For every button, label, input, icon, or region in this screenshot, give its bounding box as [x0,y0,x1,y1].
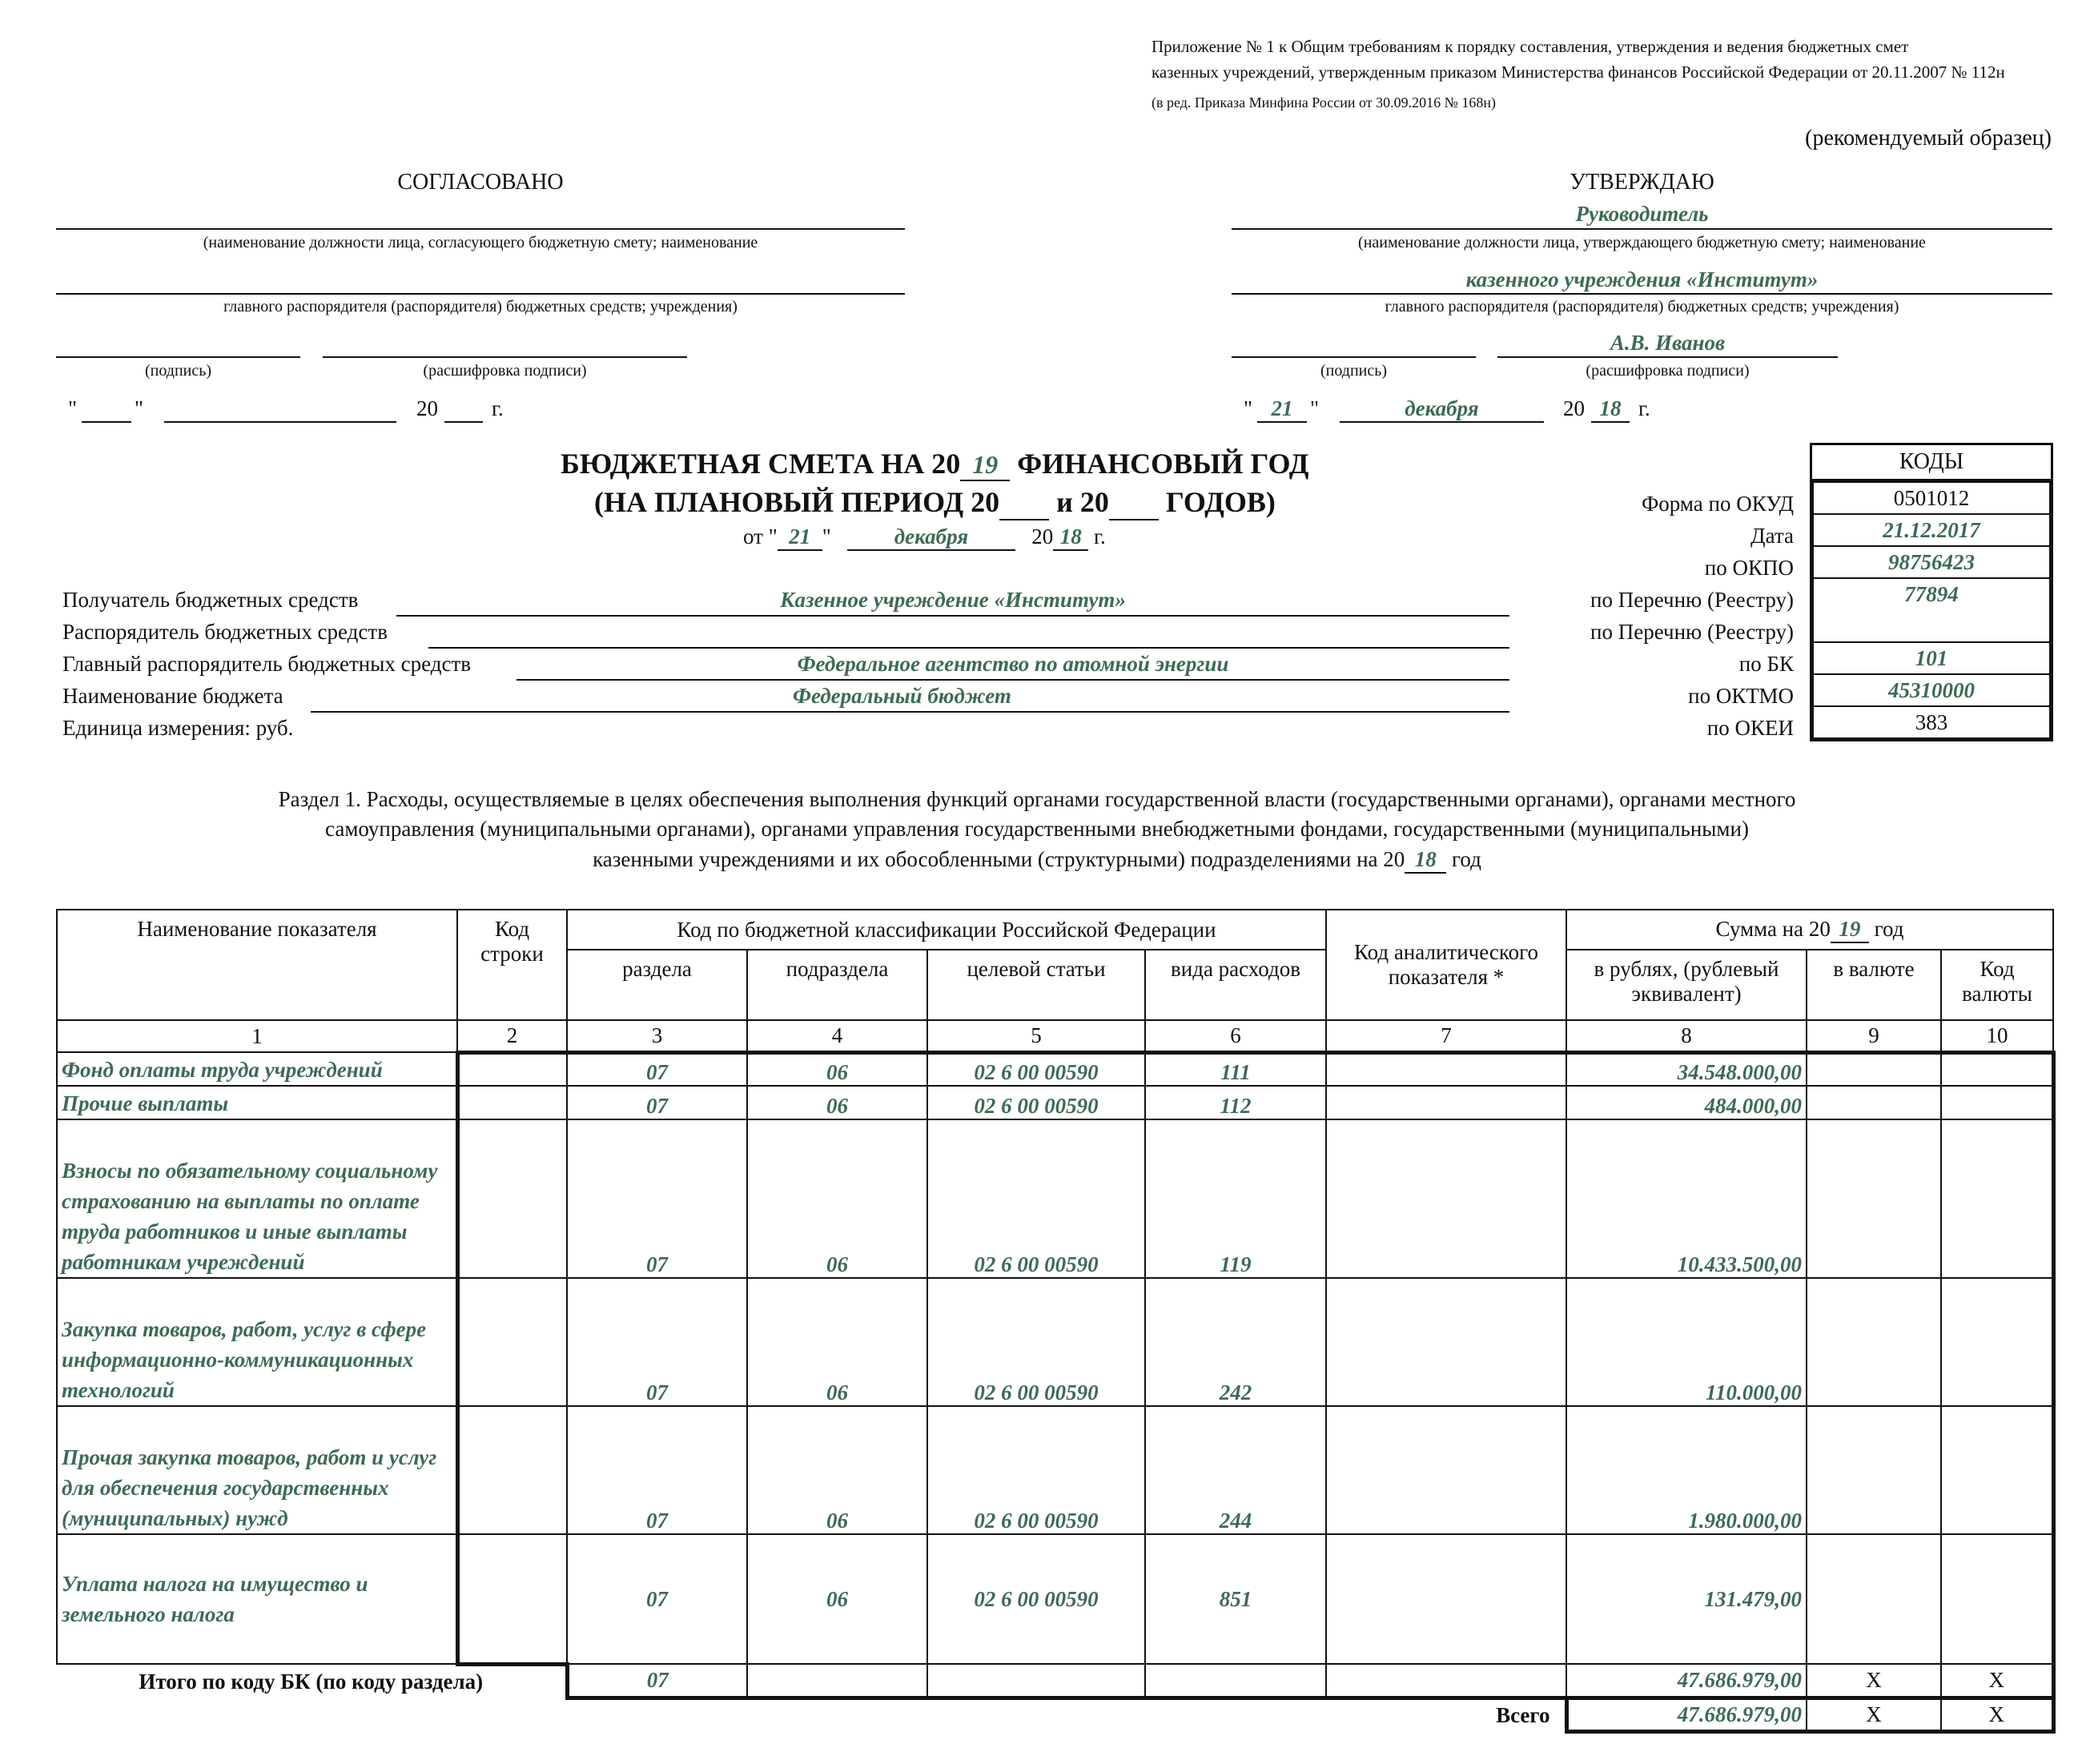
approve-year-prefix: 20 [1563,396,1585,420]
row-vid: 851 [1145,1534,1326,1664]
row-name: Прочие выплаты [57,1086,457,1119]
agreed-quote-open: " [68,396,78,420]
row-val[interactable] [1807,1278,1941,1406]
table-row [57,1052,2053,1086]
row-sum: 131.479,00 [1566,1534,1807,1664]
row-razdel: 07 [567,1278,747,1406]
grand-total-x-valcode: X [1941,1698,2053,1731]
codes-label-registry-1: по Перечню (Реестру) [1590,588,1794,612]
total-bk-razdel: 07 [567,1664,747,1698]
th-podrazdel: подраздела [747,950,927,1020]
section-line-1: Раздел 1. Расходы, осуществляемые в целях обеспечения выполнения функций органами государственной власти (государственными органами), органами местного [278,787,1796,811]
plan-year-1-line[interactable] [999,485,1049,520]
appendix-line-1: Приложение № 1 к Общим требованиям к порядку составления, утверждения и ведения бюджетных смет [1152,37,1909,56]
row-podrazdel: 06 [747,1278,927,1406]
th-valcode: Код валюты [1941,950,2053,1020]
approve-quote-open: " [1244,396,1253,420]
grand-total-label: Всего [1496,1702,1550,1727]
recommended-sample: (рекомендуемый образец) [1805,126,2052,151]
title-date-day: 21 [778,524,822,551]
row-razdel: 07 [567,1086,747,1119]
approve-caption-1: (наименование должности лица, утверждающего бюджетную смету; наименование [1358,234,1926,251]
row-valcode[interactable] [1941,1534,2053,1664]
colnum-8: 8 [1566,1020,1807,1052]
section-line-2: самоуправления (муниципальными органами), органами управления государственными внебюджетными фондами, государственными (муниципальными) [325,817,1749,841]
row-vid: 242 [1145,1278,1326,1406]
row-sum: 110.000,00 [1566,1278,1807,1406]
agreed-caption-1: (наименование должности лица, согласующего бюджетную смету; наименование [203,234,758,251]
agreed-month-line[interactable] [164,421,396,423]
code-okud: 0501012 [1814,483,2049,515]
section-line-3: казенными учреждениями и их обособленными (структурными) подразделениями на 20 18 год [0,847,2074,874]
row-val[interactable] [1807,1406,1941,1534]
agreed-year-prefix: 20 [416,396,438,420]
grand-total-sum: 47.686.979,00 [1566,1698,1807,1731]
approve-name: А.В. Иванов [1610,331,1726,355]
row-sum: 1.980.000,00 [1566,1406,1807,1534]
agreed-day-line[interactable] [82,421,131,423]
row-podrazdel: 06 [747,1406,927,1534]
codes-label-bk: по БК [1738,652,1794,676]
agreed-sign-caption: (подпись) [144,362,212,380]
code-registry [1814,579,2049,643]
agreed-decode-caption: (расшифровка подписи) [423,362,587,380]
table-row [57,1406,2053,1534]
approve-org: казенного учреждения «Институт» [1465,267,1819,291]
table-row [57,1278,2053,1406]
th-sum-year: 19 [1831,917,1869,943]
total-bk-empty[interactable] [1145,1664,1326,1698]
th-name: Наименование показателя [57,910,457,1020]
code-okei: 383 [1915,710,1948,734]
agreed-caption-2: главного распорядителя (распорядителя) бюджетных средств; учреждения) [223,298,738,315]
approve-sign-line[interactable] [1232,356,1476,358]
budget-label: Наименование бюджета [62,684,283,708]
codes-label-oktmo: по ОКТМО [1688,684,1794,708]
colnum-5: 5 [927,1020,1145,1052]
title-year: 19 [960,450,1010,481]
agreed-position-line[interactable] [56,228,905,230]
row-analytic[interactable] [1326,1278,1566,1406]
agreed-org-line[interactable] [56,293,905,295]
approve-decode-line[interactable] [1497,356,1838,358]
agreed-quote-close: " [135,396,144,420]
row-val[interactable] [1807,1534,1941,1664]
total-bk-empty[interactable] [927,1664,1145,1698]
approve-year-suffix: г. [1638,396,1650,420]
recipient-label: Получатель бюджетных средств [62,588,359,612]
codes-box [1810,443,2053,741]
agreed-decode-line[interactable] [323,356,687,358]
title-prefix: БЮДЖЕТНАЯ СМЕТА НА 20 [561,448,961,480]
total-bk-x-val: X [1807,1664,1941,1698]
row-vid: 119 [1145,1119,1326,1278]
row-vid: 244 [1145,1406,1326,1534]
approve-position: Руководитель [1575,202,1709,226]
row-name: Закупка товаров, работ, услуг в сфере информационно-коммуникационных технологий [57,1278,457,1406]
table-row [57,1534,2053,1664]
manager-label: Распорядитель бюджетных средств [62,620,388,644]
row-target: 02 6 00 00590 [927,1534,1145,1664]
th-val: в валюте [1807,950,1941,1020]
unit-label: Единица измерения: руб. [62,716,294,740]
total-bk-x-valcode: X [1941,1664,2053,1698]
row-valcode[interactable] [1941,1406,2053,1534]
approve-year: 18 [1599,396,1622,420]
row-target: 02 6 00 00590 [927,1278,1145,1406]
agreed-title: СОГЛАСОВАНО [397,170,564,195]
table-row [57,1119,2053,1278]
codes-values [1810,479,2053,741]
total-bk-empty[interactable] [747,1664,927,1698]
approve-month: декабря [1405,396,1479,420]
row-val[interactable] [1807,1052,1941,1086]
title-date-month: декабря [847,524,1015,551]
title-line-1 [561,447,1309,481]
total-bk-row [57,1664,2053,1698]
main-manager-label: Главный распорядитель бюджетных средств [62,652,471,676]
manager-line[interactable] [428,647,1509,649]
th-bk: Код по бюджетной классификации Российской Федерации [567,910,1326,950]
row-podrazdel: 06 [747,1086,927,1119]
codes-label-okei: по ОКЕИ [1706,716,1794,740]
approve-position-line[interactable] [1232,228,2052,230]
row-sum: 34.548.000,00 [1566,1052,1807,1086]
row-razdel: 07 [567,1119,747,1278]
row-podrazdel: 06 [747,1119,927,1278]
th-target: целевой статьи [927,950,1145,1020]
row-code[interactable] [457,1406,567,1534]
row-analytic[interactable] [1326,1119,1566,1278]
row-code[interactable] [457,1086,567,1119]
total-bk-label: Итого по коду БК (по коду раздела) [139,1669,484,1694]
colnum-4: 4 [747,1020,927,1052]
row-razdel: 07 [567,1052,747,1086]
row-analytic[interactable] [1326,1086,1566,1119]
row-analytic[interactable] [1326,1052,1566,1086]
row-valcode[interactable] [1941,1086,2053,1119]
agreed-year-line[interactable] [444,421,483,423]
th-sum: Сумма на 20 19 год [1566,910,2053,950]
row-vid: 112 [1145,1086,1326,1119]
row-name: Прочая закупка товаров, работ и услуг для обеспечения государственных (муниципальных) нужд [57,1406,457,1534]
codes-label-okud: Форма по ОКУД [1641,492,1794,516]
table-row [57,1086,2053,1119]
main-manager-line[interactable] [516,679,1509,681]
row-razdel: 07 [567,1406,747,1534]
title-line-2: (НА ПЛАНОВЫЙ ПЕРИОД 20 и 20 ГОДОВ) [594,485,1276,520]
total-bk-empty[interactable] [1326,1664,1566,1698]
approve-sign-caption: (подпись) [1320,362,1388,380]
row-code[interactable] [457,1278,567,1406]
row-analytic[interactable] [1326,1406,1566,1534]
row-code[interactable] [457,1534,567,1664]
approve-day: 21 [1271,396,1293,420]
colnum-2: 2 [457,1020,567,1052]
approve-quote-close: " [1310,396,1320,420]
code-date: 21.12.2017 [1814,515,2049,547]
total-bk-sum: 47.686.979,00 [1566,1664,1807,1698]
section-year: 18 [1405,847,1446,874]
row-val[interactable] [1807,1086,1941,1119]
codes-label-registry-2: по Перечню (Реестру) [1590,620,1794,644]
grand-total-row [57,1698,2053,1731]
appendix-line-2: казенных учреждений, утвержденным приказом Министерства финансов Российской Федерации от 20.11.2007 № 112н [1152,62,2005,82]
colnum-1: 1 [57,1020,457,1052]
row-podrazdel: 06 [747,1534,927,1664]
codes-header: КОДЫ [1810,443,2053,479]
appendix-line-3: (в ред. Приказа Минфина России от 30.09.2016 № 168н) [1152,94,1496,111]
colnum-10: 10 [1941,1020,2053,1052]
recipient-value: Казенное учреждение «Институт» [780,588,1126,612]
colnum-3: 3 [567,1020,747,1052]
th-vid: вида расходов [1145,950,1326,1020]
row-sum: 484.000,00 [1566,1086,1807,1119]
approve-caption-2: главного распорядителя (распорядителя) бюджетных средств; учреждения) [1385,298,1899,315]
approve-day-line[interactable] [1257,421,1307,423]
row-name: Фонд оплаты труда учреждений [57,1052,457,1086]
approve-month-line[interactable] [1340,421,1544,423]
approve-title: УТВЕРЖДАЮ [1570,170,1714,195]
code-registry-1: 77894 [1904,582,1959,606]
th-code: Код строки [457,910,567,1020]
row-valcode[interactable] [1941,1119,2053,1278]
row-vid: 111 [1145,1052,1326,1086]
title-suffix: ФИНАНСОВЫЙ ГОД [1017,448,1309,480]
row-code[interactable] [457,1119,567,1278]
code-bk: 101 [1814,643,2049,675]
agreed-sign-line[interactable] [56,356,300,358]
recipient-line[interactable] [396,615,1509,617]
budget-value: Федеральный бюджет [793,684,1011,708]
code-okpo: 98756423 [1814,547,2049,579]
row-analytic[interactable] [1326,1534,1566,1664]
row-valcode[interactable] [1941,1052,2053,1086]
row-podrazdel: 06 [747,1052,927,1086]
row-target: 02 6 00 00590 [927,1406,1145,1534]
approve-year-line[interactable] [1591,421,1630,423]
row-name: Уплата налога на имущество и земельного налога [57,1534,457,1664]
row-code[interactable] [457,1052,567,1086]
title-date-year: 18 [1053,524,1088,551]
budget-table [56,909,2056,1734]
row-valcode[interactable] [1941,1278,2053,1406]
agreed-year-suffix: г. [492,396,504,420]
colnum-7: 7 [1326,1020,1566,1052]
th-razdel: раздела [567,950,747,1020]
grand-total-x-val: X [1807,1698,1941,1731]
row-sum: 10.433.500,00 [1566,1119,1807,1278]
code-oktmo: 45310000 [1814,675,2049,707]
row-target: 02 6 00 00590 [927,1086,1145,1119]
main-manager-value: Федеральное агентство по атомной энергии [797,652,1229,676]
budget-line[interactable] [311,711,1509,713]
row-name: Взносы по обязательному социальному страхованию на выплаты по оплате труда работников и иные выплаты работникам учреждений [57,1119,457,1278]
th-rub: в рублях, (рублевый эквивалент) [1566,950,1807,1020]
codes-label-okpo: по ОКПО [1704,556,1794,580]
row-val[interactable] [1807,1119,1941,1278]
codes-label-date: Дата [1750,524,1794,548]
approve-org-line[interactable] [1232,293,2052,295]
plan-year-2-line[interactable] [1109,485,1159,520]
row-target: 02 6 00 00590 [927,1119,1145,1278]
approve-decode-caption: (расшифровка подписи) [1586,362,1750,380]
th-analytic: Код аналитического показателя * [1326,910,1566,1020]
colnum-6: 6 [1145,1020,1326,1052]
colnum-9: 9 [1807,1020,1941,1052]
row-razdel: 07 [567,1534,747,1664]
title-date: от " 21 " декабря 20 18 г. [743,524,1106,551]
row-target: 02 6 00 00590 [927,1052,1145,1086]
